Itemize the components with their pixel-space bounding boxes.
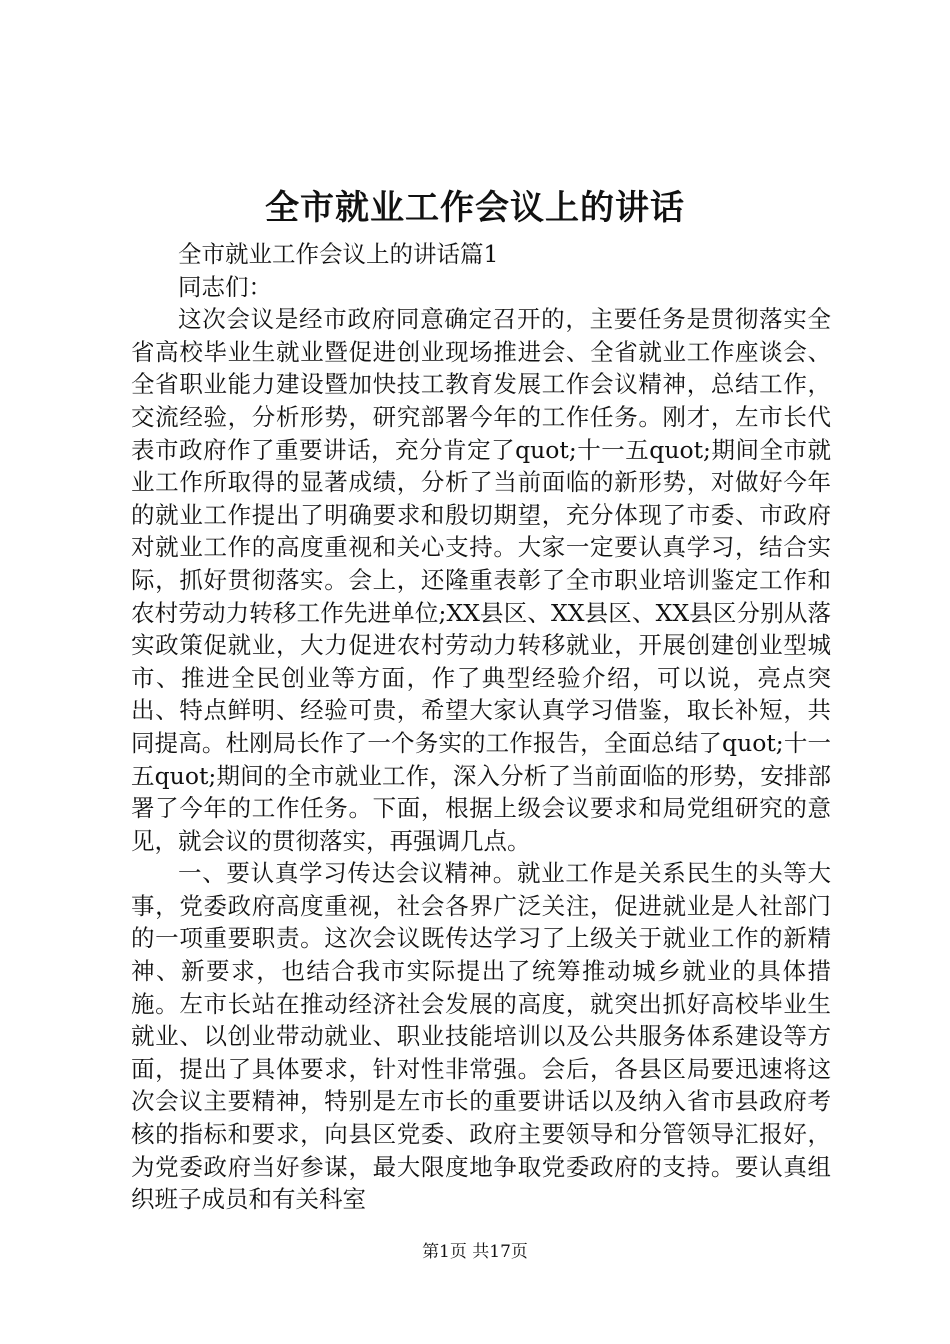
document-body [131,238,831,1216]
paragraph-2: 一、要认真学习传达会议精神。就业工作是关系民生的头等大事，党委政府高度重视，社会各界广泛关注，促进就业是人社部门的一项重要职责。这次会议既传达学习了上级关于就业工作的新精神、新要求，也结合我市实际提出了统筹推动城乡就业的具体措施。左市长站在推动经济社会发展的高度，就突出抓好高校毕业生就业、以创业带动就业、职业技能培训以及公共服务体系建设等方面，提出了具体要求，针对性非常强。会后，各县区局要迅速将这次会议主要精神，特别是左市长的重要讲话以及纳入省市县政府考核的指标和要求，向县区党委、政府主要领导和分管领导汇报好，为党委政府当好参谋，最大限度地争取党委政府的支持。要认真组织班子成员和有关科室 [131,859,831,1214]
page-footer: 第1页 共17页 [422,1242,528,1262]
paragraph-1: 这次会议是经市政府同意确定召开的，主要任务是贯彻落实全省高校毕业生就业暨促进创业现场推进会、全省就业工作座谈会、全省职业能力建设暨加快技工教育发展工作会议精神，总结工作，交流经验，分析形势，研究部署今年的工作任务。刚才，左市长代表市政府作了重要讲话，充分肯定了quot;十一五quot;期间全市就业工作所取得的显著成绩，分析了当前面临的新形势，对做好今年的就业工作提出了明确要求和殷切期望，充分体现了市委、市政府对就业工作的高度重视和关心支持。大家一定要认真学习，结合实际，抓好贯彻落实。会上，还隆重表彰了全市职业培训鉴定工作和农村劳动力转移工作先进单位;XX县区、XX县区、XX县区分别从落实政策促就业，大力促进农村劳动力转移就业，开展创建创业型城市、推进全民创业等方面，作了典型经验介绍，可以说，亮点突出、特点鲜明、经验可贵，希望大家认真学习借鉴，取长补短，共同提高。杜刚局长作了一个务实的工作报告，全面总结了quot;十一五quot;期间的全市就业工作，深入分析了当前面临的形势，安排部署了今年的工作任务。下面，根据上级会议要求和局党组研究的意见，就会议的贯彻落实，再强调几点。 [131,305,831,855]
document-subtitle: 全市就业工作会议上的讲话篇1 [178,240,499,268]
document-title: 全市就业工作会议上的讲话 [265,188,685,228]
salutation: 同志们： [178,272,272,301]
